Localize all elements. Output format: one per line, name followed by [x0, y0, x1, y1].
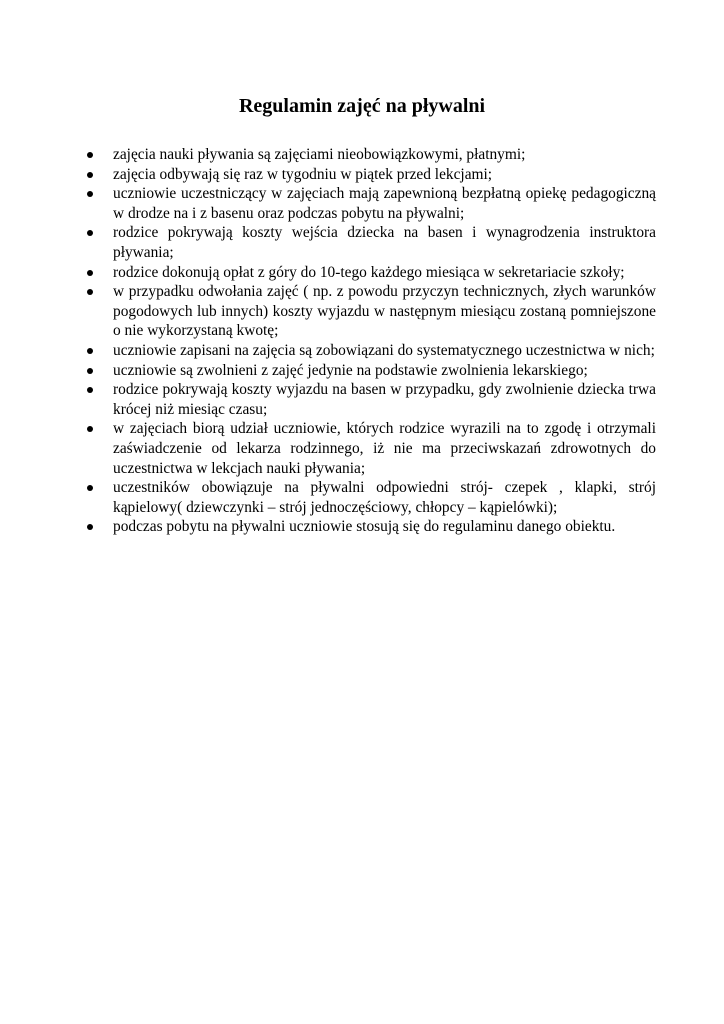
rule-item	[85, 263, 656, 283]
bullet-icon	[87, 524, 93, 530]
bullet-icon	[87, 270, 93, 276]
bullet-icon	[87, 426, 93, 432]
rule-item	[85, 223, 656, 262]
bullet-icon	[87, 485, 93, 491]
rule-text: uczniowie uczestniczący w zajęciach mają zapewnioną bezpłatną opiekę pedagogiczną w drodze na i z basenu oraz podczas pobytu na pływalni;	[113, 185, 656, 222]
bullet-icon	[87, 152, 93, 158]
rule-text: w przypadku odwołania zajęć ( np. z powodu przyczyn technicznych, złych warunków pogodowych lub innych) koszty wyjazdu w następnym miesiącu zostaną pomniejszone o nie wykorzystaną kwotę;	[113, 283, 656, 340]
document-title: Regulamin zajęć na pływalni	[238, 95, 486, 117]
rule-text: zajęcia nauki pływania są zajęciami nieobowiązkowymi, płatnymi;	[113, 146, 526, 163]
rule-item	[85, 165, 656, 185]
rule-item	[85, 380, 656, 419]
rule-text: uczestników obowiązuje na pływalni odpowiedni strój- czepek , klapki, strój kąpielowy( dziewczynki – strój jednoczęściowy, chłopcy – kąpielówki);	[113, 479, 656, 516]
rules-list	[85, 145, 656, 537]
rule-text: zajęcia odbywają się raz w tygodniu w piątek przed lekcjami;	[113, 165, 493, 183]
bullet-icon	[87, 387, 93, 393]
rule-item	[85, 419, 656, 478]
rule-item	[85, 517, 656, 537]
rule-item	[85, 145, 656, 165]
rule-item	[85, 361, 656, 381]
bullet-icon	[87, 191, 93, 197]
rule-item	[85, 478, 656, 517]
rule-text: rodzice dokonują opłat z góry do 10-tego każdego miesiąca w sekretariacie szkoły;	[113, 263, 625, 281]
rule-item	[85, 341, 656, 361]
bullet-icon	[87, 230, 93, 236]
rule-text: uczniowie są zwolnieni z zajęć jedynie na podstawie zwolnienia lekarskiego;	[113, 361, 588, 379]
rule-text: rodzice pokrywają koszty wejścia dziecka na basen i wynagrodzenia instruktora pływania;	[113, 224, 656, 261]
rule-text: podczas pobytu na pływalni uczniowie stosują się do regulaminu danego obiektu.	[113, 518, 616, 536]
bullet-icon	[87, 172, 93, 178]
rule-item	[85, 282, 656, 341]
rule-text: rodzice pokrywają koszty wyjazdu na basen w przypadku, gdy zwolnienie dziecka trwa krócej niż miesiąc czasu;	[113, 381, 656, 418]
bullet-icon	[87, 348, 93, 354]
rule-item	[85, 184, 656, 223]
rule-text: w zajęciach biorą udział uczniowie, których rodzice wyrazili na to zgodę i otrzymali zaświadczenie od lekarza rodzinnego, iż nie ma przeciwskazań zdrowotnych do uczestnictwa w lekcjach nauki pływania;	[113, 420, 656, 477]
bullet-icon	[87, 368, 93, 374]
bullet-icon	[87, 289, 93, 295]
rule-text: uczniowie zapisani na zajęcia są zobowiązani do systematycznego uczestnictwa w nich;	[113, 341, 655, 359]
